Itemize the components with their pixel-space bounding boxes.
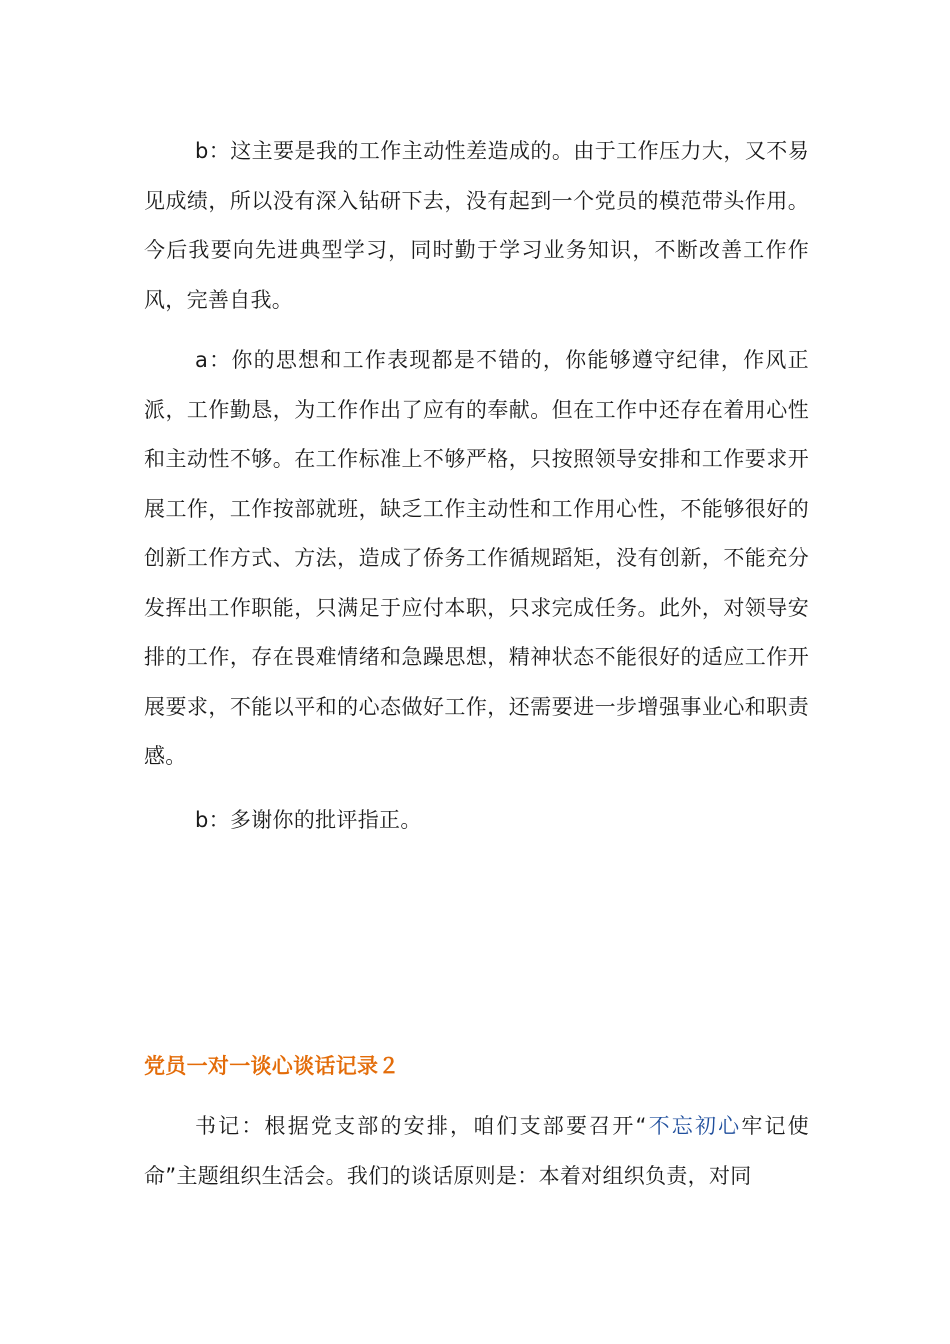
- paragraph-a-feedback: a：你的思想和工作表现都是不错的，你能够遵守纪律，作风正派，工作勤恳，为工作作出了应有的奉献。但在工作中还存在着用心性和主动性不够。在工作标准上不够严格，只按照领导安排和工作要求开展工作，工作按部就班，缺乏工作主动性和工作用心性，不能够很好的创新工作方式、方法，造成了侨务工作循规蹈矩，没有创新，不能充分发挥出工作职能，只满足于应付本职，只求完成任务。此外，对领导安排的工作，存在畏难情绪和急躁思想，精神状态不能很好的适应工作开展要求，不能以平和的心态做好工作，还需要进一步增强事业心和职责感。: [144, 348, 809, 768]
- highlight-phrase: 不忘初心: [646, 1114, 742, 1138]
- paragraph-secretary-intro: [144, 1102, 809, 1201]
- paragraph-b-thanks: b：多谢你的批评指正。: [195, 808, 422, 832]
- section-heading: 党员一对一谈心谈话记录２: [144, 1054, 400, 1078]
- paragraph-b-response: b：这主要是我的工作主动性差造成的。由于工作压力大，又不易见成绩，所以没有深入钻研下去，没有起到一个党员的模范带头作用。今后我要向先进典型学习，同时勤于学习业务知识，不断改善工作作风，完善自我。: [144, 139, 809, 312]
- paragraph-secretary-intro-start: 书记：根据党支部的安排，咱们支部要召开“: [195, 1114, 647, 1138]
- paragraph-secretary-intro-end: 牢记使命”主题组织生活会。我们的谈话原则是：本着对组织负责，对同: [144, 1114, 809, 1188]
